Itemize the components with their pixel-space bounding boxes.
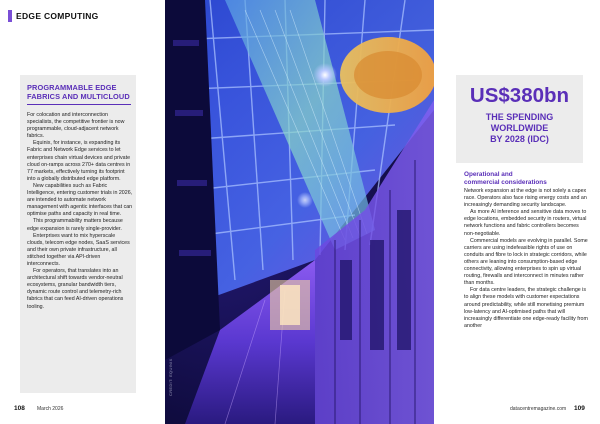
sidebar-title-line: PROGRAMMABLE EDGE [27,83,117,92]
sidebar-paragraph: Equinix, for instance, is expanding its Fabric and Network Edge services to let enterprises chain virtual devices and private cloud on-ramps across 270+ data centres in 77 markets, effectively turning its footprint into a globally distributed edge platform. [27,140,131,182]
ops-heading-line: Operational and [464,171,513,178]
sidebar-title-line: FABRICS AND MULTICLOUD [27,92,130,101]
ops-paragraph: Commercial models are evolving in parallel. Some carriers are using indefeasible rights of use on conduits and fibre to lock in strategic corridors, while others are leaning into consumption-based edge connectivity, allowing enterprises to spin up virtual routing, firewalls and interconnect in minutes rather than months. [464,237,588,287]
site-url[interactable]: datacentremagazine.com [510,406,567,412]
data-centre-photo [165,0,434,424]
sidebar-paragraph: For colocation and interconnection specialists, the competitive frontier is now programmable, cloud-adjacent network fabrics. [27,112,125,140]
page-number-left: 108 [14,405,25,412]
stat-caption-line: THE SPENDING [485,112,554,122]
sidebar-title [27,83,137,101]
photo-credit: CREDIT: EQUINIX [168,358,173,396]
ops-paragraph: As more AI inference and sensitive data moves to edge locations, embedded security in routers, virtual network functions and fabric controllers becomes non-negotiable. [464,209,587,237]
ops-heading [464,171,590,187]
ops-paragraph: Network expansion at the edge is not solely a capex race. Operators also face rising energy costs and an increasingly demanding security landscape. [464,188,587,209]
sidebar-paragraph: Enterprises want to mix hyperscale clouds, telecom edge nodes, SaaS services and their own private infrastructure, all stitched together via API-driven interconnects. [27,232,130,267]
section-marker [8,10,12,22]
section-label: EDGE COMPUTING [16,11,99,21]
ops-body [464,188,590,330]
stat-value: US$380bn [469,84,570,107]
ops-paragraph: For data centre leaders, the strategic challenge is to align these models with customer expectations around predictability, while still monetising premium low-latency and AI-optimised paths that will increasingly differentiate one edge-ready facility from another [464,287,588,329]
stat-caption [456,112,583,145]
sidebar-paragraph: For operators, that translates into an architectural shift towards vendor-neutral ecosystems, granular bandwidth tiers, dynamic route control and telemetry-rich fabrics that can feed AI-driven operations tooling. [27,268,124,310]
page-number-right: 109 [574,405,585,412]
stat-caption-line: WORLDWIDE [490,123,549,133]
ops-heading-line: commercial considerations [464,179,547,186]
sidebar-paragraph: New capabilities such as Fabric Intelligence, entering customer trials in 2026, are intended to automate network management with agentic interfaces that can optimise paths and capacity in real time. [27,182,133,218]
sidebar-divider [27,104,131,105]
data-centre-illustration [165,0,434,424]
sidebar-paragraph: This programmability matters because edge expansion is rarely single-provider. [27,218,123,232]
issue-date: March 2026 [37,406,64,412]
stat-caption-line: BY 2028 (IDC) [490,134,549,144]
sidebar-body [27,112,133,311]
